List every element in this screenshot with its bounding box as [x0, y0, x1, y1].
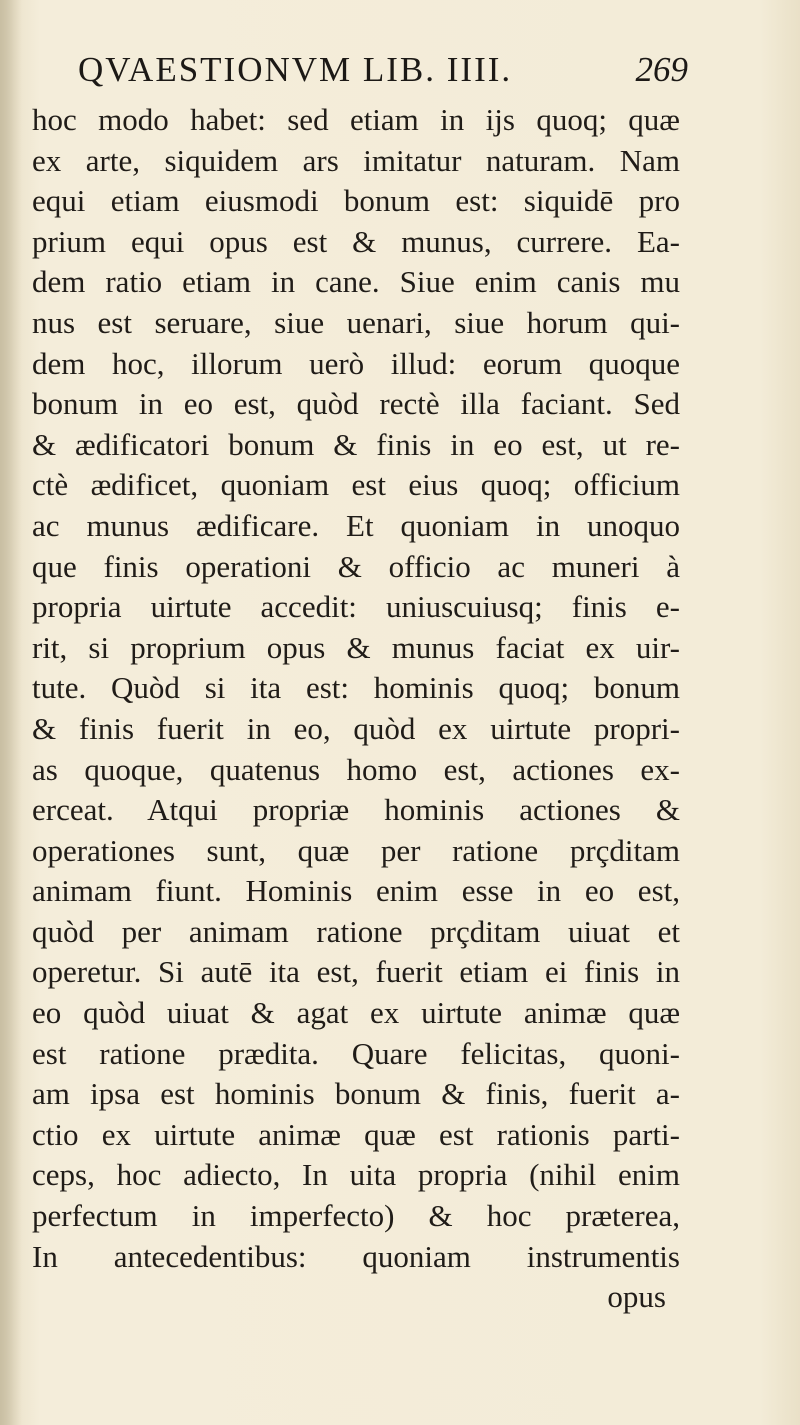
- text-line: & finis fuerit in eo, quòd ex uirtute propri-: [32, 710, 680, 746]
- text-line: ac munus ædificare. Et quoniam in unoquo: [32, 507, 680, 543]
- text-line: nus est seruare, siue uenari, siue horum qui-: [32, 304, 680, 340]
- text-line: quòd per animam ratione prçditam uiuat et: [32, 913, 680, 949]
- text-line: operationes sunt, quæ per ratione prçditam: [32, 832, 680, 868]
- text-line: animam fiunt. Hominis enim esse in eo est,: [32, 873, 680, 909]
- text-line: rit, si proprium opus & munus faciat ex uir-: [32, 629, 680, 665]
- running-head: [78, 50, 688, 100]
- catchword: opus: [607, 1279, 666, 1315]
- text-line: ctè ædificet, quoniam est eius quoq; officium: [32, 467, 680, 503]
- text-line: erceat. Atqui propriæ hominis actiones &: [32, 792, 680, 828]
- text-line: est ratione prædita. Quare felicitas, quoni-: [32, 1035, 680, 1071]
- text-line: am ipsa est hominis bonum & finis, fuerit a-: [32, 1076, 680, 1112]
- text-line: dem hoc, illorum uerò illud: eorum quoque: [32, 345, 680, 381]
- text-line: que finis operationi & officio ac muneri à: [32, 548, 680, 584]
- text-line: dem ratio etiam in cane. Siue enim canis mu: [32, 264, 680, 300]
- text-line: tute. Quòd si ita est: hominis quoq; bonum: [32, 670, 680, 706]
- running-head-title: QVAESTIONVM LIB. IIII.: [78, 50, 513, 89]
- text-line: In antecedentibus: quoniam instrumentis: [32, 1238, 680, 1274]
- text-line: bonum in eo est, quòd rectè illa faciant. Sed: [32, 386, 680, 422]
- page-number: 269: [635, 50, 688, 89]
- text-line: ex arte, siquidem ars imitatur naturam. Nam: [32, 142, 680, 178]
- text-line: perfectum in imperfecto) & hoc præterea,: [32, 1198, 680, 1234]
- text-line: operetur. Si autē ita est, fuerit etiam ei finis in: [32, 954, 680, 990]
- text-line: ctio ex uirtute animæ quæ est rationis parti-: [32, 1116, 680, 1152]
- text-line: as quoque, quatenus homo est, actiones ex-: [32, 751, 680, 787]
- text-line: propria uirtute accedit: uniuscuiusq; finis e-: [32, 589, 680, 625]
- text-line: prium equi opus est & munus, currere. Ea-: [32, 223, 680, 259]
- text-line: hoc modo habet: sed etiam in ijs quoq; quæ: [32, 102, 680, 137]
- text-line: eo quòd uiuat & agat ex uirtute animæ quæ: [32, 995, 680, 1031]
- text-line: equi etiam eiusmodi bonum est: siquidē pro: [32, 183, 680, 219]
- body-text: [32, 100, 680, 1318]
- text-line: & ædificatori bonum & finis in eo est, ut re-: [32, 426, 680, 462]
- gutter-shadow: [0, 0, 22, 1425]
- text-line: ceps, hoc adiecto, In uita propria (nihil enim: [32, 1157, 680, 1193]
